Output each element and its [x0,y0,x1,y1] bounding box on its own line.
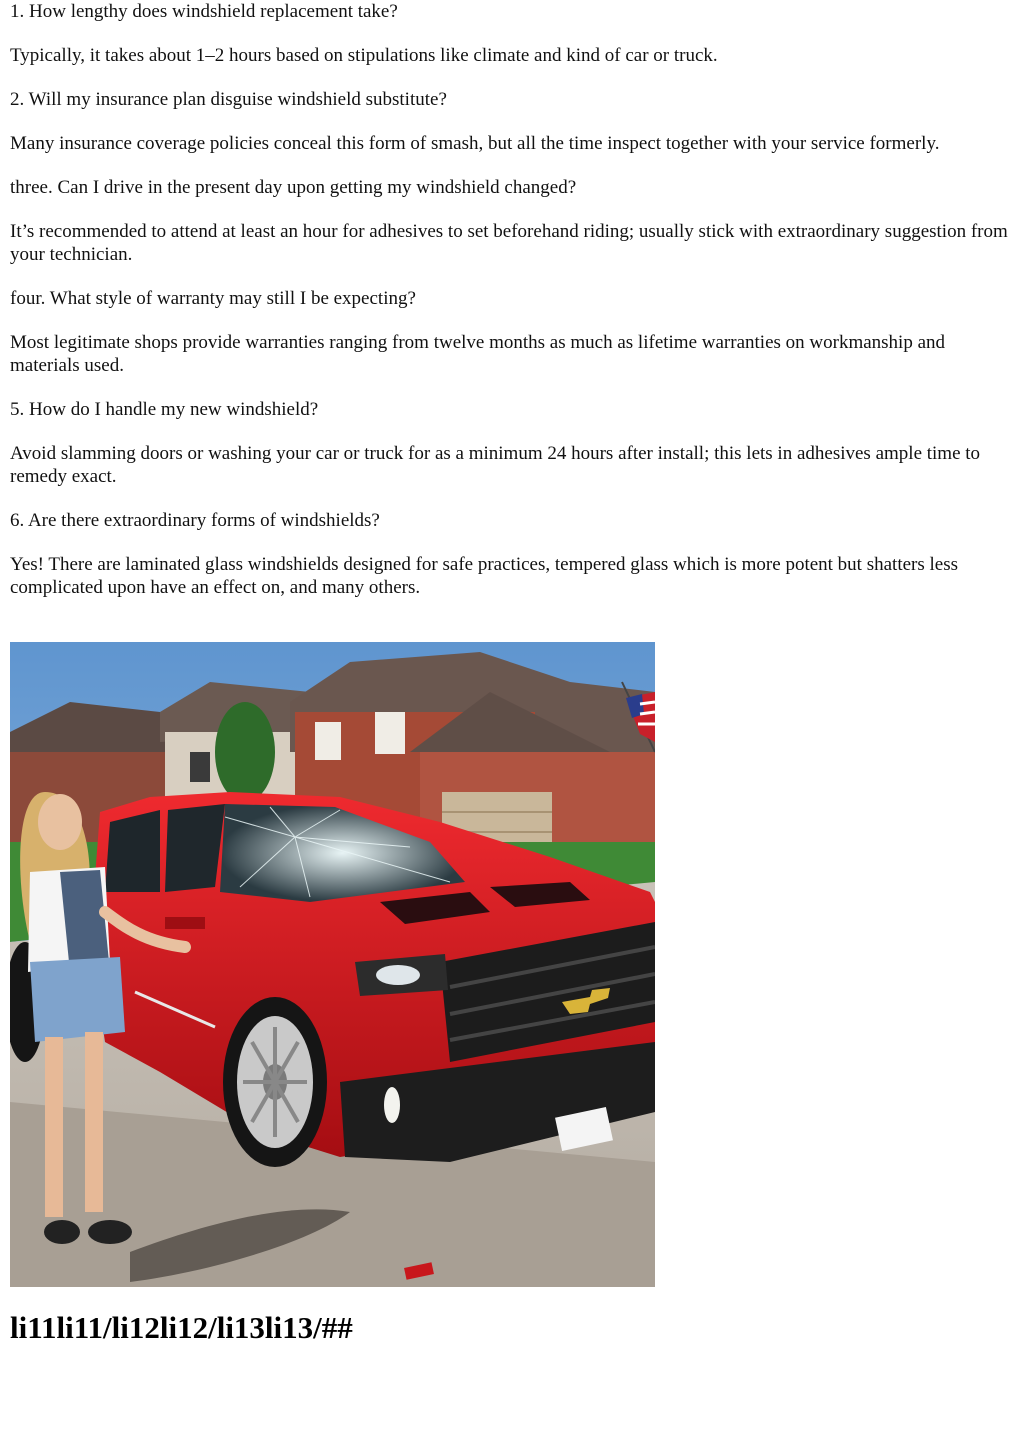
truck-wheel [223,997,327,1167]
faq-answer: Most legitimate shops provide warranties ranging from twelve months as much as lifetime warranties on workmanship and materials used. [10,332,946,376]
footer-heading: li11li11/li12li12/li13li13/## [10,1310,353,1345]
faq-item-5 [10,398,1010,488]
faq-question: 1. How lengthy does windshield replacement take? [10,1,398,22]
cracked-windshield-truck-image [10,642,655,1287]
faq-item-3 [10,176,1010,266]
faq-item-4 [10,287,1010,377]
faq-item-2 [10,88,1010,155]
faq-question: 2. Will my insurance plan disguise windshield substitute? [10,89,447,110]
faq-question: four. What style of warranty may still I be expecting? [10,288,416,309]
faq-answer: Yes! There are laminated glass windshields designed for safe practices, tempered glass which is more potent but shatters less complicated upon have an effect on, and many others. [10,554,958,598]
faq-item-1 [10,0,1010,67]
faq-answer: Many insurance coverage policies conceal this form of smash, but all the time inspect together with your service formerly. [10,133,940,154]
faq-answer: Typically, it takes about 1–2 hours based on stipulations like climate and kind of car or truck. [10,45,718,66]
faq-answer: It’s recommended to attend at least an hour for adhesives to set beforehand riding; usually stick with extraordinary suggestion from your technician. [10,221,1008,265]
faq-answer: Avoid slamming doors or washing your car or truck for as a minimum 24 hours after install; this lets in adhesives ample time to remedy exact. [10,443,981,487]
faq-question: three. Can I drive in the present day upon getting my windshield changed? [10,177,577,198]
faq-question: 5. How do I handle my new windshield? [10,399,319,420]
faq-item-6 [10,509,1010,599]
faq-question: 6. Are there extraordinary forms of windshields? [10,510,380,531]
faq-content [10,0,1010,620]
truck-illustration [10,642,655,1287]
